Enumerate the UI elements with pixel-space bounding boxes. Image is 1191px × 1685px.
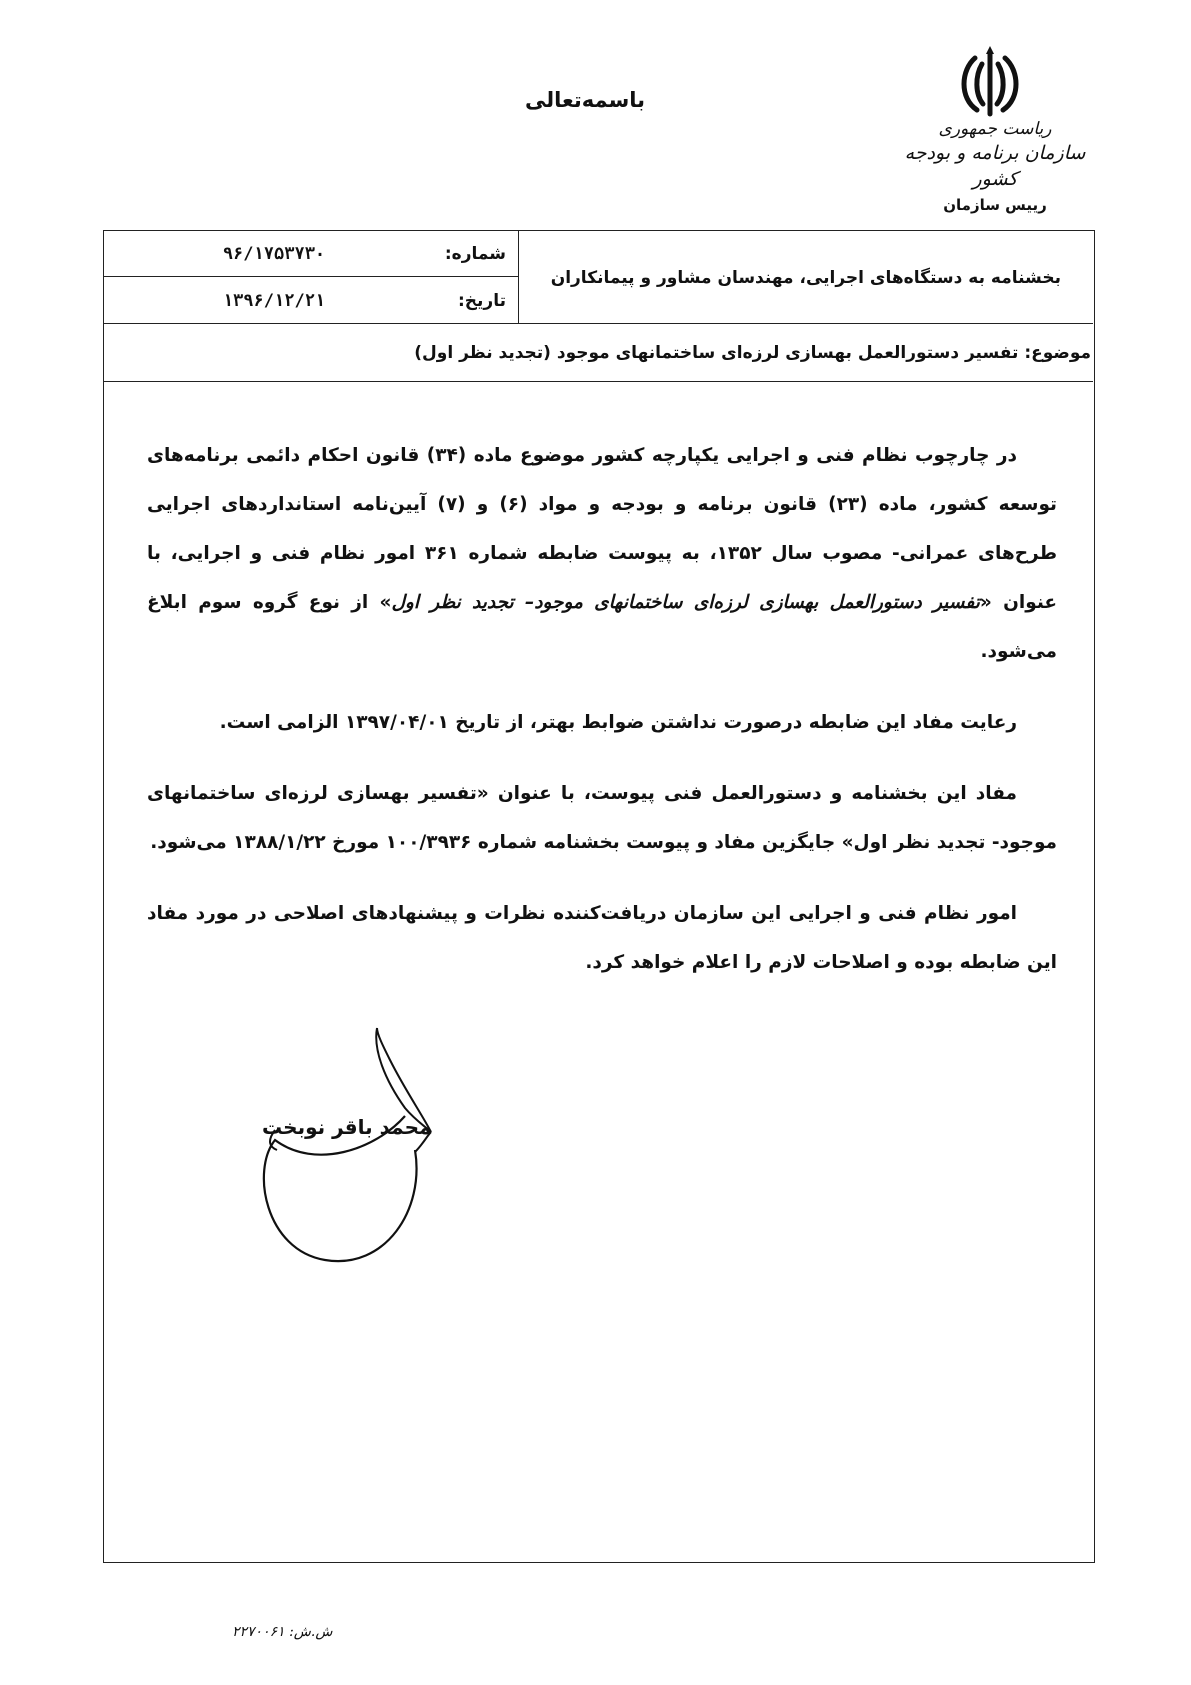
org-head-title: رییس سازمان bbox=[943, 196, 1047, 214]
letter-body bbox=[147, 431, 1057, 1009]
letter-frame bbox=[103, 230, 1095, 1563]
paragraph-1 bbox=[147, 431, 1057, 676]
number-value: ۹۶/۱۷۵۳۷۳۰ bbox=[222, 243, 326, 264]
recipient: بخشنامه به دستگاه‌های اجرایی، مهندسان مشاور و پیمانکاران bbox=[550, 267, 1061, 288]
bismillah-heading: باسمه‌تعالی bbox=[525, 88, 645, 112]
paragraph-1-start: در چارچوب نظام فنی و اجرایی یکپارچه کشور موضوع ماده (۳۴) قانون احکام دائمی برنامه‌های توسعه کشور، ماده (۲۳) قانون برنامه و بودجه و مواد (۶) و (۷) آیین‌نامه استانداردهای اجرایی طرح‌های عمرانی- مصوب سال ۱۳۵۲، به پیوست ضابطه شماره ۳۶۱ امور نظام فنی و اجرایی، با عنوان « bbox=[147, 445, 1058, 613]
header-row bbox=[104, 231, 1093, 324]
org-name: سازمان برنامه و بودجه کشور bbox=[904, 142, 1086, 190]
paragraph-4: امور نظام فنی و اجرایی این سازمان دریافت‌کننده نظرات و پیشنهادهای اصلاحی در مورد مفاد این ضابطه بوده و اصلاحات لازم را اعلام خواهد کرد. bbox=[147, 903, 1057, 973]
signature-scribble bbox=[255, 1020, 475, 1280]
number-label: شماره: bbox=[444, 243, 506, 264]
signer-name: محمد باقر نوبخت bbox=[262, 1115, 432, 1139]
organization-block bbox=[900, 118, 1090, 214]
iran-emblem-icon bbox=[945, 40, 1035, 130]
paragraph-1-end: » از نوع گروه سوم ابلاغ می‌شود. bbox=[147, 592, 1057, 662]
subject-text: موضوع: تفسیر دستورالعمل بهسازی لرزه‌ای ساختمانهای موجود (تجدید نظر اول) bbox=[414, 342, 1091, 363]
subject-row bbox=[104, 324, 1093, 382]
date-label: تاریخ: bbox=[458, 290, 506, 311]
number-row bbox=[104, 231, 518, 277]
org-presidency: ریاست جمهوری bbox=[938, 119, 1052, 139]
paragraph-1-bold-title: تفسیر دستورالعمل بهسازی لرزه‌ای ساختمانهای موجود– تجدید نظر اول bbox=[391, 592, 980, 613]
reference-box bbox=[104, 231, 519, 324]
footer-code: ش.ش: ۲۲۷۰۰۶۱ bbox=[232, 1624, 333, 1640]
paragraph-3: مفاد این بخشنامه و دستورالعمل فنی پیوست، با عنوان «تفسیر بهسازی لرزه‌ای ساختمانهای موجود- تجدید نظر اول» جایگزین مفاد و پیوست بخشنامه شماره ۱۰۰/۳۹۳۶ مورخ ۱۳۸۸/۱/۲۲ می‌شود. bbox=[147, 783, 1057, 853]
paragraph-2: رعایت مفاد این ضابطه درصورت نداشتن ضوابط بهتر، از تاریخ ۱۳۹۷/۰۴/۰۱ الزامی است. bbox=[219, 712, 1017, 733]
date-row bbox=[104, 277, 518, 324]
date-value: ۱۳۹۶/۱۲/۲۱ bbox=[222, 290, 326, 311]
